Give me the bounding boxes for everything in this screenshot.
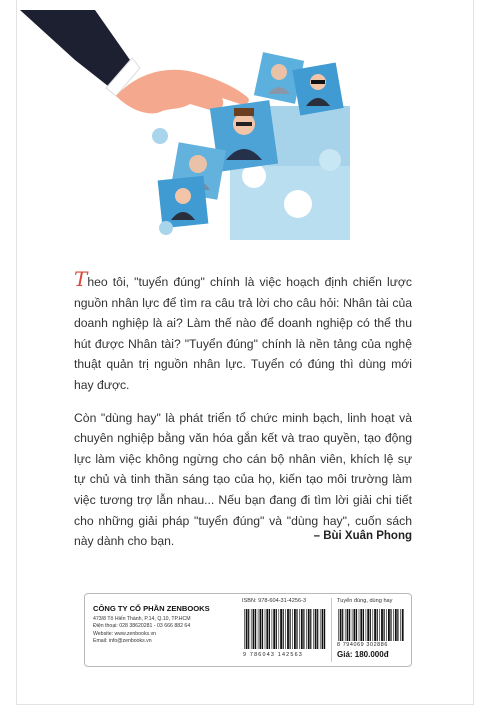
barcode-bar <box>248 609 249 649</box>
barcode-bar <box>272 609 273 649</box>
barcode-bar <box>366 609 367 641</box>
barcode-bar <box>308 609 310 649</box>
puzzle-knob <box>319 149 341 171</box>
barcode-bar <box>280 609 282 649</box>
barcode-bar <box>287 609 289 649</box>
barcode-bar <box>322 609 324 649</box>
barcode-bar <box>388 609 390 641</box>
barcode-bar <box>273 609 275 649</box>
barcode-bar <box>374 609 376 641</box>
barcode-bar <box>306 609 307 649</box>
book-tags: Tuyển đúng, dùng hay <box>337 598 393 604</box>
publisher-phone: Điện thoại: 028 38620281 - 03 666 882 64 <box>93 623 191 630</box>
suit-sleeve <box>20 10 130 86</box>
divider <box>331 598 332 662</box>
barcode-bar <box>393 609 394 641</box>
barcode-bar <box>301 609 303 649</box>
barcode-bar <box>303 609 304 649</box>
barcode-bar <box>294 609 296 649</box>
price-barcode-number: 8 794069 302886 <box>337 642 388 648</box>
barcode-bar <box>340 609 342 641</box>
barcode-bar <box>359 609 360 641</box>
barcode-bar <box>356 609 357 641</box>
barcode-bar <box>349 609 350 641</box>
barcode-bar <box>258 609 259 649</box>
quote-author: – Bùi Xuân Phong <box>313 530 412 542</box>
portrait-piece-bottom-left <box>158 176 209 229</box>
isbn-label: ISBN: 978-604-31-4256-3 <box>242 598 307 604</box>
isbn-barcode-number: 9 786043 142563 <box>243 652 303 658</box>
barcode-bar <box>260 609 262 649</box>
barcode-bar <box>299 609 300 649</box>
barcode-bar <box>373 609 374 641</box>
barcode-bar <box>283 609 284 649</box>
publisher-email: Email: info@zenbooks.vn <box>93 638 152 645</box>
quote-paragraph-1 <box>74 267 412 396</box>
barcode-bar <box>265 609 266 649</box>
barcode-bar <box>395 609 397 641</box>
barcode-bar <box>315 609 317 649</box>
barcode-bar <box>360 609 362 641</box>
barcode-bar <box>400 609 401 641</box>
price-label: Giá: 180.000đ <box>337 650 389 659</box>
barcode-bar <box>251 609 252 649</box>
barcode-bar <box>296 609 297 649</box>
barcode-bar <box>313 609 314 649</box>
publisher-name: CÔNG TY CỔ PHẦN ZENBOOKS <box>93 604 210 613</box>
publisher-address: 473/8 Tô Hiến Thành, P.14, Q.10, TP.HCM <box>93 616 191 622</box>
barcode-bar <box>338 609 339 641</box>
barcode-bar <box>342 609 343 641</box>
barcode-bar <box>347 609 349 641</box>
barcode-bar <box>370 609 371 641</box>
quote-paragraph-1-text: heo tôi, "tuyển đúng" chính là việc hoạch định chiến lược nguồn nhân lực để tìm ra câu trả lời cho câu hỏi: Nhân tài của doanh nghiệp là ai? Làm thế nào để doanh nghiệp có thể thu hút được Nhân tài? "Tuyển đúng" chính là nền tảng của nghệ thuật quản trị nguồn nhân lực. Tuyển có đúng thì dùng mới hay được. <box>74 275 412 392</box>
barcode-bar <box>246 609 248 649</box>
barcode-bar <box>386 609 387 641</box>
isbn-barcode <box>243 609 327 649</box>
barcode-bar <box>262 609 263 649</box>
portrait-piece-far-right <box>292 63 343 116</box>
barcode-bar <box>384 609 385 641</box>
cover-illustration <box>0 0 490 260</box>
barcode-bar <box>377 609 378 641</box>
barcode-bar <box>244 609 245 649</box>
back-cover-quote <box>74 267 412 564</box>
barcode-bar <box>255 609 256 649</box>
puzzle-knob <box>152 128 168 144</box>
barcode-bar <box>253 609 255 649</box>
barcode-bar <box>390 609 391 641</box>
barcode-bar <box>367 609 369 641</box>
quote-paragraph-2: Còn "dùng hay" là phát triển tổ chức minh bạch, linh hoạt và chuyên nghiệp bằng văn hóa gắn kết và trao quyền, tạo động lực làm việc không ngừng cho cán bộ nhân viên, khích lệ sự tự chủ và tinh thần sáng tạo của họ, kiến tạo môi trường làm việc tương trợ lẫn nhau... Nếu bạn đang đi tìm lời giải chi tiết cho những giải pháp "tuyển đúng" và "dùng hay", cuốn sách này dành cho bạn. <box>74 410 412 549</box>
barcode-bar <box>310 609 311 649</box>
barcode-bar <box>320 609 321 649</box>
barcode-bar <box>266 609 268 649</box>
barcode-bar <box>279 609 280 649</box>
barcode-bar <box>324 609 325 649</box>
barcode-bar <box>345 609 346 641</box>
barcode-bar <box>397 609 398 641</box>
barcode-bar <box>354 609 356 641</box>
puzzle-knob <box>284 190 312 218</box>
drop-cap: T <box>74 267 88 291</box>
publisher-info-box <box>84 593 412 667</box>
barcode-bar <box>379 609 380 641</box>
barcode-bar <box>352 609 353 641</box>
price-barcode <box>337 609 405 641</box>
barcode-bar <box>285 609 286 649</box>
barcode-bar <box>402 609 404 641</box>
barcode-bar <box>317 609 318 649</box>
publisher-website: Website: www.zenbooks.vn <box>93 630 157 637</box>
barcode-bar <box>276 609 277 649</box>
barcode-bar <box>292 609 293 649</box>
publisher-block <box>93 604 233 646</box>
puzzle-knob <box>159 221 173 235</box>
barcode-bar <box>381 609 383 641</box>
barcode-bar <box>290 609 291 649</box>
barcode-bar <box>363 609 364 641</box>
barcode-bar <box>269 609 270 649</box>
